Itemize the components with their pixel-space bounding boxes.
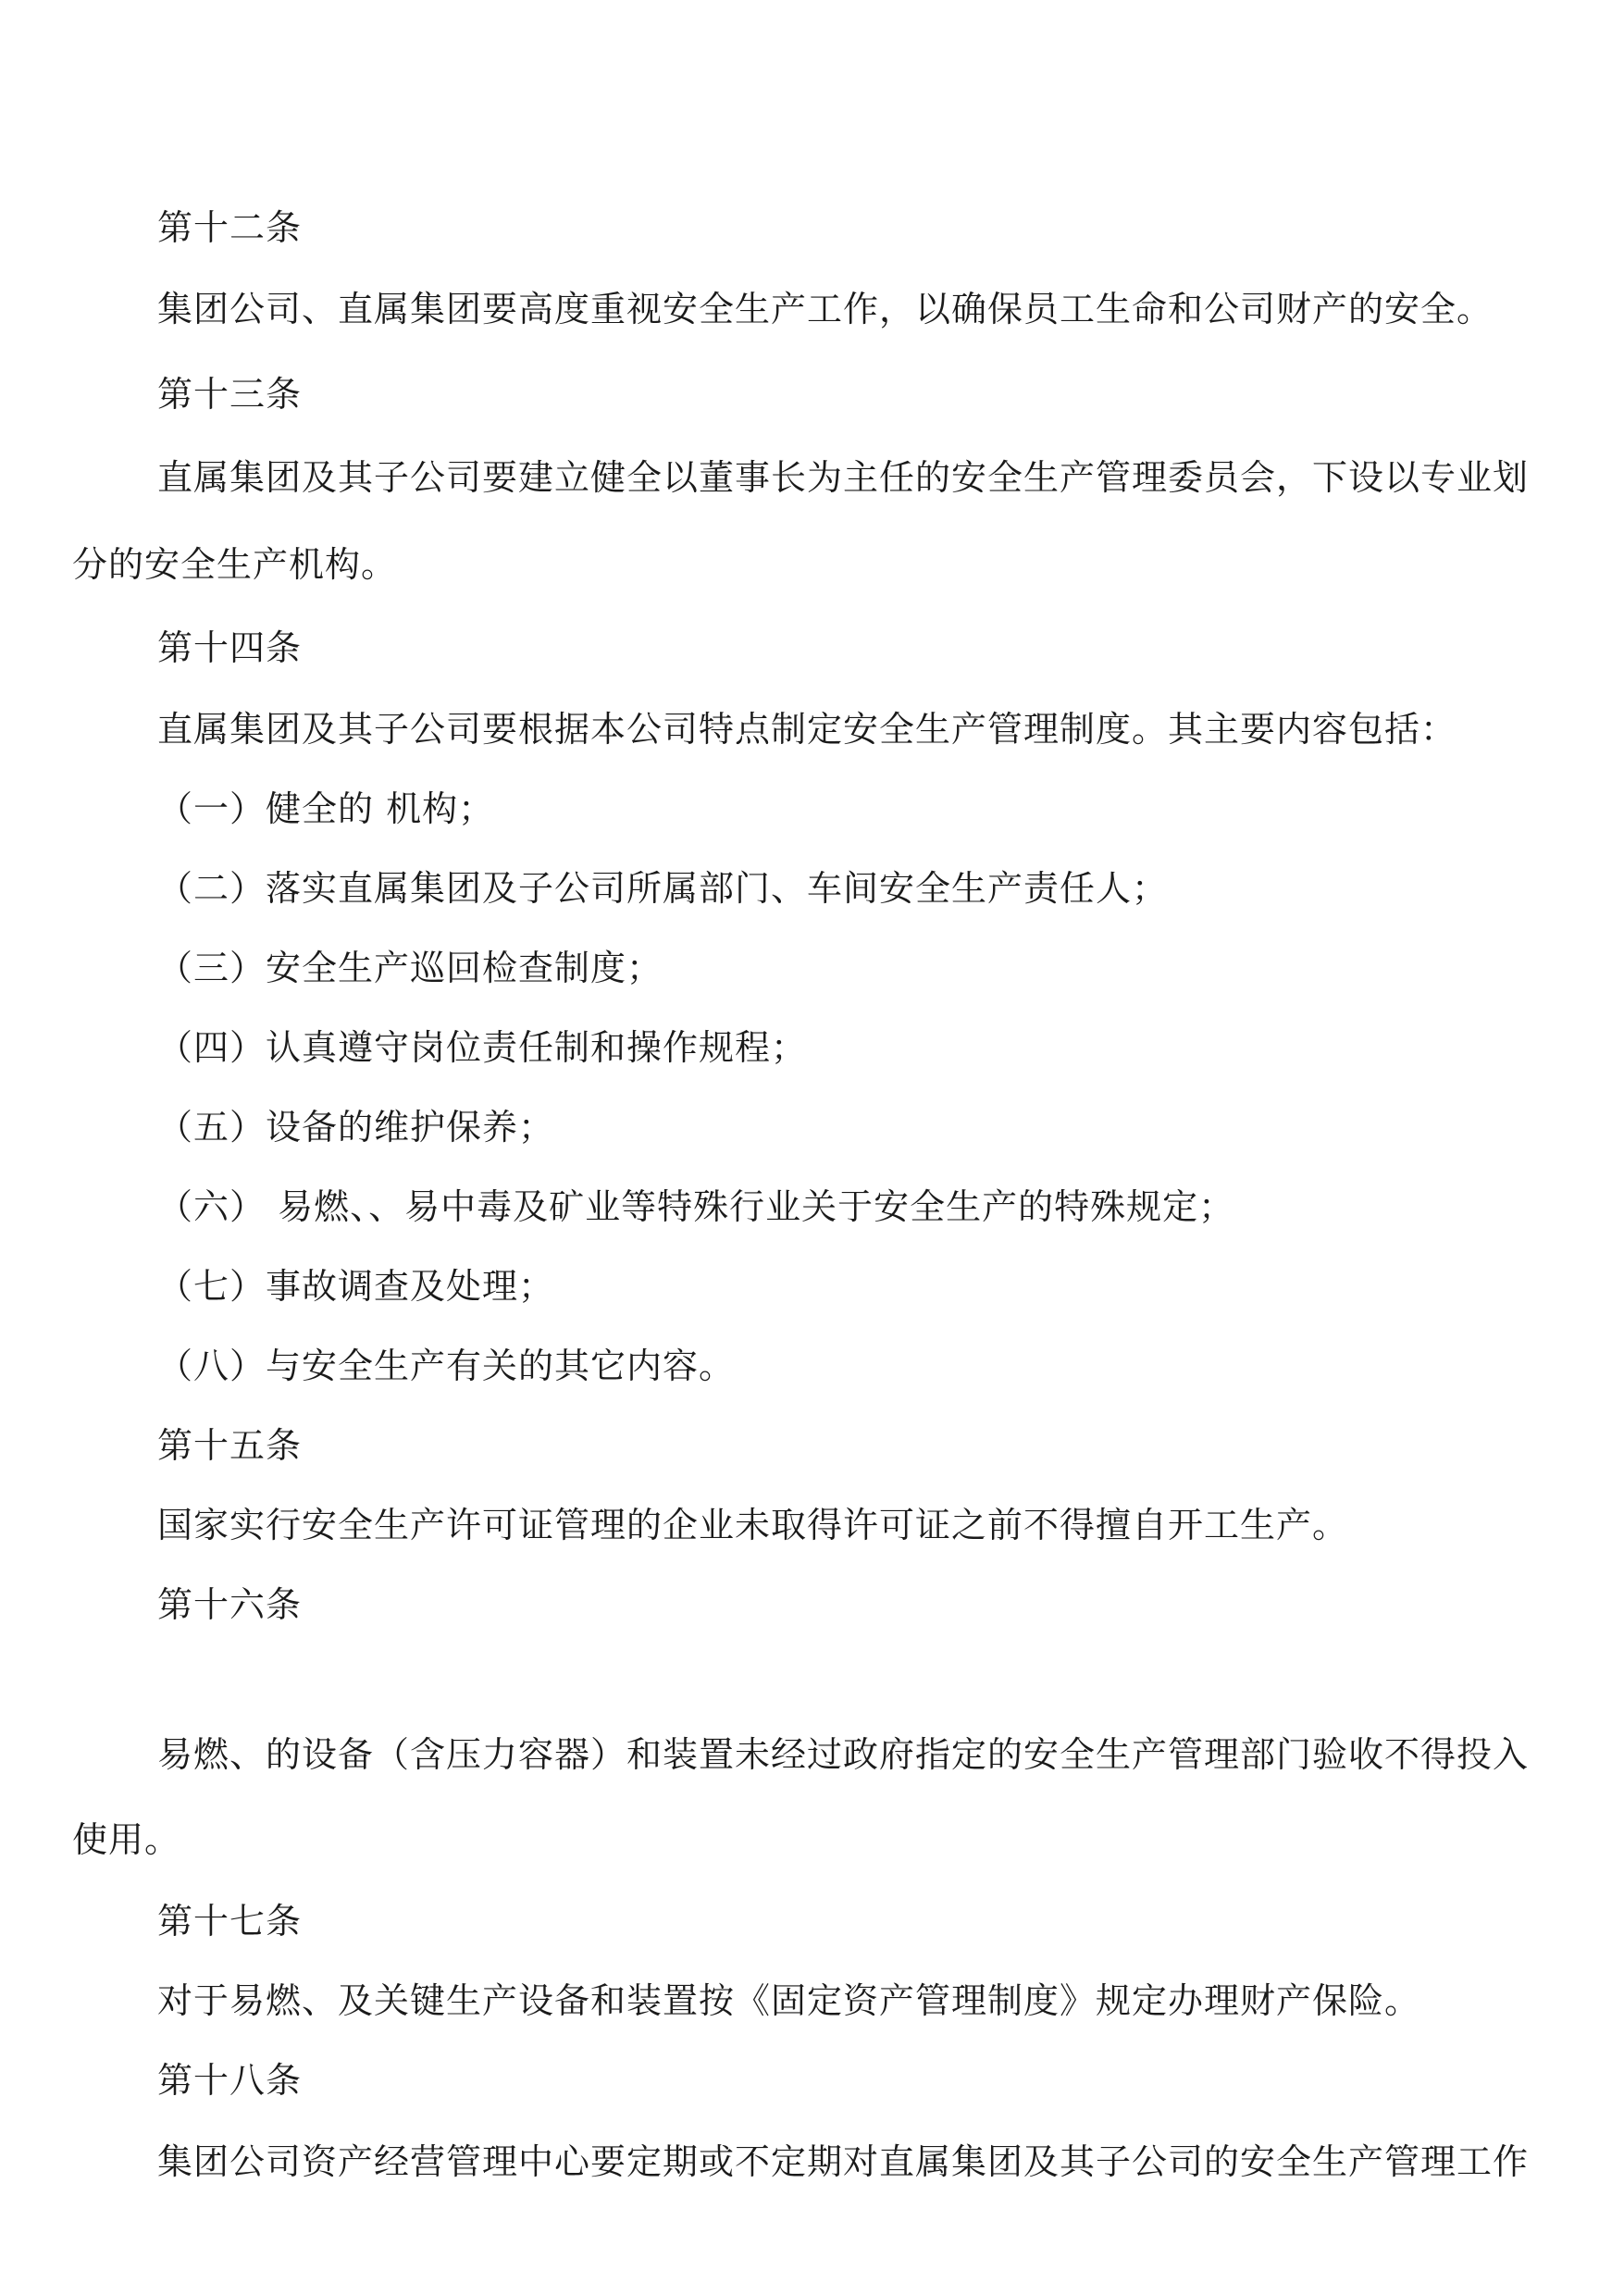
article-17-heading: 第十七条 xyxy=(157,1901,303,1941)
article-14-item-7: （七）事故调查及处理； xyxy=(157,1266,555,1307)
article-14-item-2: （二）落实直属集团及子公司所属部门、车间安全生产责任人； xyxy=(157,868,1169,909)
article-14-item-8: （八）与安全生产有关的其它内容。 xyxy=(157,1346,736,1386)
article-14-item-6: （六） 易燃、、易中毒及矿业等特殊行业关于安全生产的特殊规定； xyxy=(157,1186,1235,1227)
article-15-body: 国家实行安全生产许可证管理的企业未取得许可证之前不得擅自开工生产。 xyxy=(157,1505,1349,1545)
article-13-body-line-2: 分的安全生产机构。 xyxy=(72,544,398,585)
article-15-heading: 第十五条 xyxy=(157,1425,303,1466)
article-17-body: 对于易燃、及关键生产设备和装置按《固定资产管理制度》规定办理财产保险。 xyxy=(157,1980,1421,2021)
article-12-heading: 第十二条 xyxy=(157,207,303,248)
article-14-item-3: （三）安全生产巡回检查制度； xyxy=(157,948,663,988)
article-13-heading: 第十三条 xyxy=(157,374,303,415)
article-16-heading: 第十六条 xyxy=(157,1584,303,1625)
article-16-body-line-1: 易燃、的设备（含压力容器）和装置未经过政府指定的安全生产管理部门验收不得投入 xyxy=(157,1734,1530,1775)
article-14-item-4: （四）认真遵守岗位责任制和操作规程； xyxy=(157,1027,808,1068)
article-14-item-5: （五）设备的维护保养； xyxy=(157,1107,555,1148)
article-14-item-1: （一）健全的 机构； xyxy=(157,788,495,829)
article-13-body-line-1: 直属集团及其子公司要建立健全以董事长为主任的安全生产管理委员会，下设以专业划 xyxy=(157,457,1530,498)
article-14-body: 直属集团及其子公司要根据本公司特点制定安全生产管理制度。其主要内容包括： xyxy=(157,709,1457,750)
article-18-heading: 第十八条 xyxy=(157,2060,303,2101)
article-14-heading: 第十四条 xyxy=(157,627,303,668)
article-18-body-line-1: 集团公司资产经营管理中心要定期或不定期对直属集团及其子公司的安全生产管理工作 xyxy=(157,2141,1530,2182)
article-12-body: 集团公司、直属集团要高度重视安全生产工作，以确保员工生命和公司财产的安全。 xyxy=(157,289,1494,329)
article-16-body-line-2: 使用。 xyxy=(72,1819,181,1860)
